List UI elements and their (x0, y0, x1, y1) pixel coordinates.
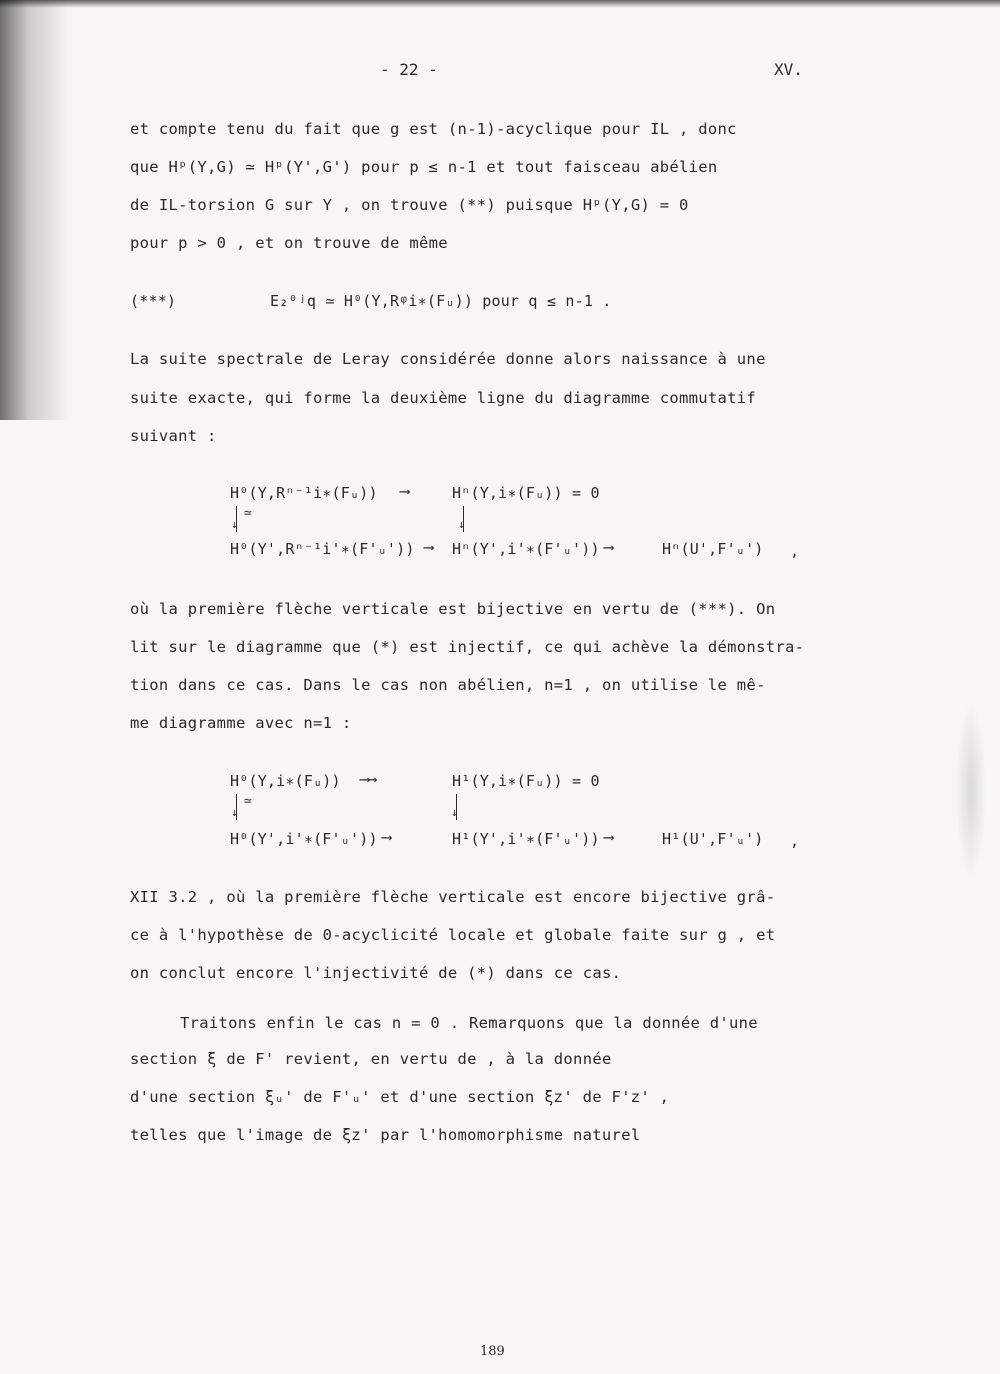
page-number: - 22 - (380, 60, 438, 79)
text-line-12: XII 3.2 , où la première flèche verticale est encore bijective grâ- (130, 888, 776, 906)
text-line-5: La suite spectrale de Leray considérée donne alors naissance à une (130, 350, 766, 368)
d2-down-arrow-left-icon: ↓ (231, 806, 238, 819)
d1-trailing-comma: , (790, 542, 800, 560)
text-line-1: et compte tenu du fait que g est (n-1)-acyclique pour IL , donc (130, 120, 737, 138)
d1-bot-mid: Hⁿ(Y',i'∗(F'ᵤ')) (452, 540, 600, 558)
d1-arrow-top-icon: ⟶ (400, 482, 410, 500)
scan-shadow-top (0, 0, 1000, 8)
chapter-label: XV. (774, 60, 803, 79)
d1-top-right: Hⁿ(Y,i∗(Fᵤ)) = 0 (452, 484, 600, 502)
d2-top-left: H⁰(Y,i∗(Fᵤ)) (230, 772, 341, 790)
text-line-2: que Hᵖ(Y,G) ≃ Hᵖ(Y',G') pour p ≤ n-1 et tout faisceau abélien (130, 158, 718, 176)
d1-bot-right: Hⁿ(U',F'ᵤ') (662, 540, 764, 558)
d2-down-arrow-right-icon: ↓ (451, 806, 458, 819)
text-line-17: d'une section ξᵤ' de F'ᵤ' et d'une section ξᴢ' de F'ᴢ' , (130, 1088, 670, 1106)
equation-body: E₂⁰ʲq ≃ H⁰(Y,Rᵠi∗(Fᵤ)) pour q ≤ n-1 . (270, 292, 612, 310)
d2-bot-right: H¹(U',F'ᵤ') (662, 830, 764, 848)
d2-trailing-comma: , (790, 832, 800, 850)
d2-arrow-bot1-icon: ⟶ (382, 828, 392, 846)
d1-iso-mark: ≃ (244, 506, 253, 521)
d2-iso-mark: ≃ (244, 794, 253, 809)
folio-number: 189 (480, 1344, 505, 1359)
d1-down-arrow-right-icon: ↓ (458, 518, 465, 531)
text-line-18: telles que l'image de ξᴢ' par l'homomorphisme naturel (130, 1126, 641, 1144)
text-line-16: section ξ de F' revient, en vertu de , à la donnée (130, 1050, 612, 1068)
text-line-7: suivant : (130, 427, 217, 445)
d1-top-left: H⁰(Y,Rⁿ⁻¹i∗(Fᵤ)) (230, 484, 378, 502)
d2-bot-mid: H¹(Y',i'∗(F'ᵤ')) (452, 830, 600, 848)
d1-bot-left: H⁰(Y',Rⁿ⁻¹i'∗(F'ᵤ')) (230, 540, 415, 558)
d2-bot-left: H⁰(Y',i'∗(F'ᵤ')) (230, 830, 378, 848)
text-line-13: ce à l'hypothèse de 0-acyclicité locale et globale faite sur g , et (130, 926, 776, 944)
text-line-3: de IL-torsion G sur Y , on trouve (**) puisque Hᵖ(Y,G) = 0 (130, 196, 689, 214)
d1-down-arrow-left-icon: ↓ (231, 518, 238, 531)
text-line-4: pour p > 0 , et on trouve de même (130, 234, 448, 252)
text-line-9: lit sur le diagramme que (*) est injectif, ce qui achève la démonstra- (130, 638, 805, 656)
text-line-8: où la première flèche verticale est bijective en vertu de (***). On (130, 600, 776, 618)
equation-label: (***) (130, 292, 177, 310)
d2-arrow-bot2-icon: ⟶ (604, 828, 614, 846)
scan-speckle (956, 700, 986, 880)
text-line-10: tion dans ce cas. Dans le cas non abélien, n=1 , on utilise le mê- (130, 676, 766, 694)
text-line-15: Traitons enfin le cas n = 0 . Remarquons que la donnée d'une (180, 1014, 758, 1032)
d2-top-right: H¹(Y,i∗(Fᵤ)) = 0 (452, 772, 600, 790)
d1-arrow-bot2-icon: ⟶ (604, 538, 614, 556)
text-line-6: suite exacte, qui forme la deuxième ligne du diagramme commutatif (130, 389, 757, 407)
d2-arrow-top-icon: ⟶⟶ (360, 770, 375, 788)
text-line-14: on conclut encore l'injectivité de (*) dans ce cas. (130, 964, 622, 982)
text-line-11: me diagramme avec n=1 : (130, 714, 352, 732)
scan-shadow-left (0, 0, 70, 420)
d1-arrow-bot1-icon: ⟶ (424, 538, 434, 556)
